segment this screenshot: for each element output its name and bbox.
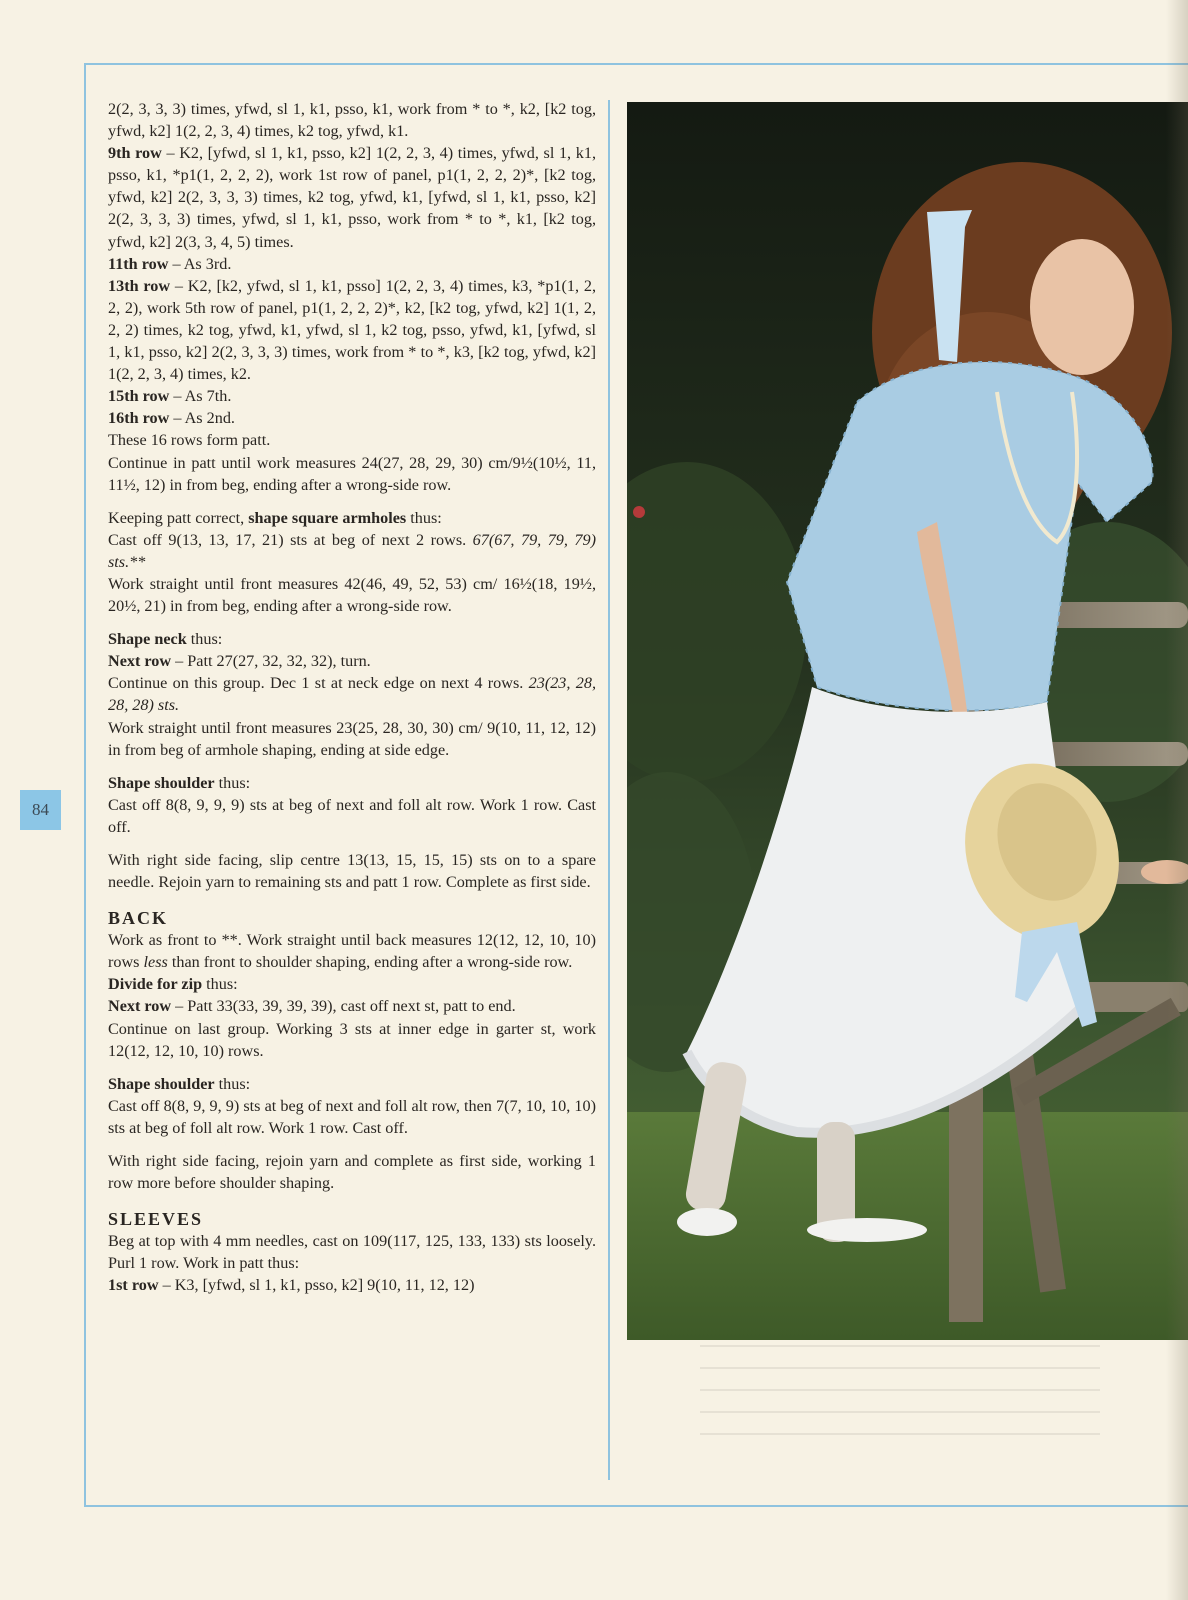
row-instruction	[108, 142, 596, 252]
italic-span: less	[143, 953, 168, 972]
row-text: – As 2nd.	[169, 409, 235, 428]
text-span: Continue on this group. Dec 1 st at neck edge on next 4 rows.	[108, 674, 529, 693]
page-number: 84	[32, 800, 49, 819]
pattern-paragraph: Cast off 8(8, 9, 9, 9) sts at beg of next and foll alt row, then 7(7, 10, 10, 10) sts at beg of foll alt row. Work 1 row. Cast off.	[108, 1096, 596, 1137]
pattern-paragraph: With right side facing, slip centre 13(13, 15, 15, 15) sts on to a spare needle. Rejoin yarn to remaining sts and patt 1 row. Complete as first side.	[108, 851, 596, 892]
text-span: thus:	[214, 1074, 251, 1093]
row-label: 13th row	[108, 276, 171, 295]
pattern-paragraph: Cast off 8(8, 9, 9, 9) sts at beg of next and foll alt row. Work 1 row. Cast off.	[108, 795, 596, 836]
pattern-paragraph: With right side facing, rejoin yarn and complete as first side, working 1 row more before shoulder shaping.	[108, 1152, 596, 1193]
row-label: 15th row	[108, 387, 170, 406]
pattern-paragraph: Beg at top with 4 mm needles, cast on 109(117, 125, 133, 133) sts loosely. Purl 1 row. Work in patt thus:	[108, 1232, 596, 1273]
row-label: 11th row	[108, 254, 169, 273]
pattern-paragraph: These 16 rows form patt.	[108, 431, 271, 450]
row-instruction	[108, 407, 596, 429]
photo-illustration	[627, 102, 1188, 1340]
text-span: Keeping patt correct,	[108, 508, 249, 527]
row-label: Next row	[108, 997, 172, 1016]
row-instruction	[108, 275, 596, 385]
page-spine-shadow	[1166, 0, 1188, 1600]
text-span: thus:	[214, 773, 251, 792]
row-instruction	[108, 385, 596, 407]
pattern-paragraph: Work straight until front measures 23(25, 28, 30, 30) cm/ 9(10, 11, 12, 12) in from beg of armhole shaping, ending at side edge.	[108, 718, 596, 759]
row-label: 1st row	[108, 1276, 159, 1295]
row-text: – As 7th.	[169, 387, 232, 406]
armhole-instruction	[108, 507, 596, 529]
text-span: thus:	[406, 508, 442, 527]
pattern-paragraph	[108, 929, 596, 973]
text-span: thus:	[202, 975, 238, 994]
pattern-paragraph	[108, 672, 596, 716]
row-instruction	[108, 1274, 596, 1296]
stitch-count: 23(23, 28, 28, 28) sts.	[108, 674, 596, 715]
bold-span: Shape shoulder	[108, 773, 215, 792]
row-instruction	[108, 650, 596, 672]
pattern-paragraph: 2(2, 3, 3, 3) times, yfwd, sl 1, k1, psso, k1, work from * to *, k2, [k2 tog, yfwd, k2] 1(2, 2, 3, 4) times, k2 tog, yfwd, k1.	[108, 100, 596, 141]
show-through-text	[700, 1345, 1100, 1455]
row-instruction	[108, 995, 596, 1017]
row-text: – As 3rd.	[168, 254, 232, 273]
text-span: Cast off 9(13, 13, 17, 21) sts at beg of next 2 rows.	[108, 530, 473, 549]
subheading	[108, 628, 596, 650]
pattern-paragraph	[108, 529, 596, 573]
subheading	[108, 772, 596, 794]
pattern-paragraph: Continue in patt until work measures 24(27, 28, 29, 30) cm/9½(10½, 11, 11½, 12) in from beg, ending after a wrong-side row.	[108, 453, 596, 494]
pattern-paragraph: Work straight until front measures 42(46, 49, 52, 53) cm/ 16½(18, 19½, 20½, 21) in from beg, ending after a wrong-side row.	[108, 574, 596, 616]
section-heading-back: BACK	[108, 908, 169, 929]
garment-photo	[627, 102, 1188, 1340]
row-text: – K2, [k2, yfwd, sl 1, k1, psso] 1(2, 2, 3, 4) times, k3, *p1(1, 2, 2, 2), work 5th row of panel, p1(1, 2, 2, 2)*, k2, [k2 tog, yfwd, k2] 1(1, 2, 2, 2) times, k2 tog, yfwd, k1, yfwd, sl 1, k2 tog, psso, yfwd, k1, [yfwd, sl 1, k1, psso, k2] 2(2, 3, 3, 3) times, work from * to *, k3, [k2 tog, yfwd, k2] 1(2, 2, 3, 4) times, k2.	[108, 276, 596, 384]
row-text: – Patt 27(27, 32, 32, 32), turn.	[171, 652, 371, 671]
text-span: than front to shoulder shaping, ending after a wrong-side row.	[167, 953, 573, 972]
text-span: Work as front to **. Work straight until back measures 12(12, 12, 10, 10) rows	[108, 931, 596, 972]
row-label: 9th row	[108, 144, 162, 163]
page-number-tab	[20, 790, 61, 830]
row-text: – K2, [yfwd, sl 1, k1, psso, k2] 1(2, 2, 3, 4) times, yfwd, sl 1, k1, psso, k1, *p1(1, 2, 2, 2), work 1st row of panel, p1(1, 2, 2, 2)*, [k2 tog, yfwd, k2] 2(2, 3, 3, 3) times, k2 tog, yfwd, k1, [yfwd, sl 1, k1, psso, k2] 2(2, 3, 3, 3) times, yfwd, sl 1, k1, psso, work from * to *, k1, [k2 tog, yfwd, k2] 2(3, 3, 4, 5) times.	[108, 144, 596, 251]
row-text: – K3, [yfwd, sl 1, k1, psso, k2] 9(10, 11, 12, 12)	[158, 1276, 475, 1295]
row-label: 16th row	[108, 409, 170, 428]
pattern-text-column	[108, 98, 596, 1297]
bold-span: Shape neck	[108, 630, 187, 649]
column-divider	[608, 100, 610, 1480]
row-text: – Patt 33(33, 39, 39, 39), cast off next st, patt to end.	[171, 997, 516, 1016]
text-span: thus:	[186, 630, 223, 649]
bold-span: Divide for zip	[108, 975, 203, 994]
row-label: Next row	[108, 652, 172, 671]
section-heading-sleeves: SLEEVES	[108, 1209, 204, 1230]
bold-span: Shape shoulder	[108, 1074, 215, 1093]
pattern-paragraph: Continue on last group. Working 3 sts at inner edge in garter st, work 12(12, 12, 10, 10) rows.	[108, 1019, 596, 1060]
stitch-count: 67(67, 79, 79, 79) sts.**	[108, 530, 597, 571]
subheading	[108, 973, 596, 995]
bold-span: shape square armholes	[248, 508, 407, 527]
subheading	[108, 1073, 596, 1095]
row-instruction	[108, 253, 596, 275]
